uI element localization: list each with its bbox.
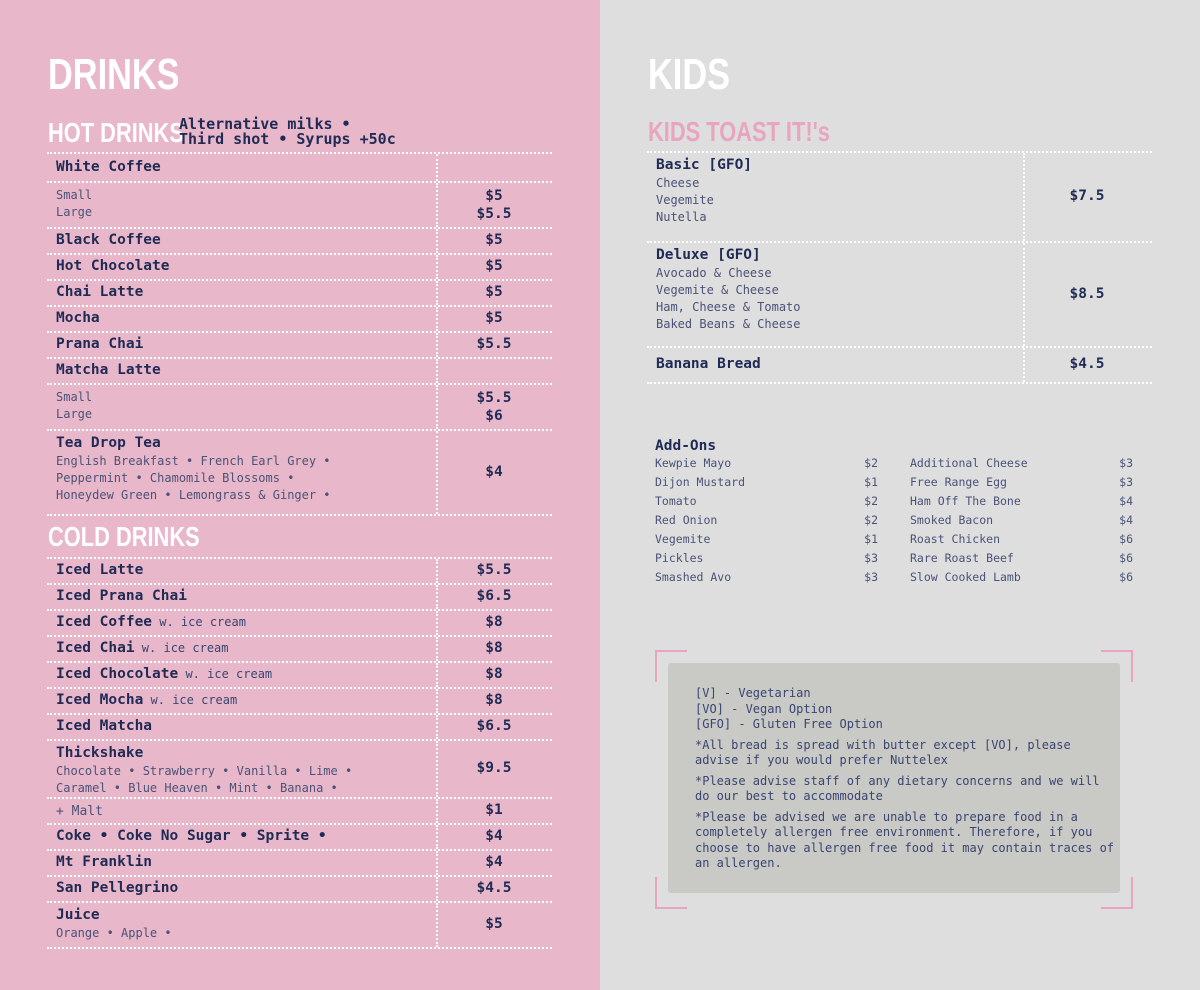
column-divider xyxy=(436,741,438,797)
column-divider xyxy=(1023,153,1025,241)
item-price: $8 xyxy=(485,666,503,682)
cold-drinks-title: COLD DRINKS xyxy=(48,521,200,552)
item-name-text: Matcha Latte xyxy=(56,362,161,378)
column-divider xyxy=(436,825,438,849)
column-divider xyxy=(436,663,438,687)
menu-row xyxy=(47,663,552,689)
item-option: Vegemite & Cheese xyxy=(656,283,779,297)
item-options xyxy=(56,187,92,221)
addon-price: $4 xyxy=(1119,513,1133,527)
item-price: $6.5 xyxy=(476,588,512,604)
item-name-text: Prana Chai xyxy=(56,336,144,352)
column-divider xyxy=(436,877,438,901)
item-price: $4 xyxy=(485,828,503,844)
item-price: $5.5 xyxy=(476,562,512,578)
item-name-text: San Pellegrino xyxy=(56,880,179,896)
item-prices xyxy=(464,389,524,425)
item-price: $8 xyxy=(485,614,503,630)
note-paragraph: *Please advise staff of any dietary concerns and we will do our best to accommodate xyxy=(695,773,1100,803)
item-name-text: Iced Chai xyxy=(56,640,135,656)
item-name-text: Juice xyxy=(56,907,100,923)
item-name xyxy=(56,692,237,708)
item-price: $4 xyxy=(485,463,503,480)
item-name-text: Mocha xyxy=(56,310,100,326)
item-price: $7.5 xyxy=(1069,188,1105,204)
item-option: Small xyxy=(56,188,93,202)
addon-name: Rare Roast Beef xyxy=(910,551,1014,565)
menu-row xyxy=(47,851,552,877)
addon-name: Smoked Bacon xyxy=(910,513,994,527)
column-divider xyxy=(1023,243,1025,346)
addon-price: $1 xyxy=(864,532,878,546)
menu-row xyxy=(47,183,552,229)
addon-item xyxy=(655,549,878,568)
item-prices xyxy=(464,187,524,223)
item-price: $5 xyxy=(485,284,503,300)
cold-drinks-menu xyxy=(47,557,552,949)
addon-item xyxy=(655,492,878,511)
addon-name: Red Onion xyxy=(655,513,718,527)
addon-name: Slow Cooked Lamb xyxy=(910,570,1021,584)
item-options xyxy=(656,175,714,226)
column-divider xyxy=(436,385,438,429)
menu-row xyxy=(47,903,552,949)
column-divider xyxy=(436,281,438,305)
item-option: Small xyxy=(56,390,93,404)
addon-name: Ham Off The Bone xyxy=(910,494,1021,508)
menu-row xyxy=(47,637,552,663)
column-divider xyxy=(436,431,438,514)
menu-row xyxy=(647,243,1152,348)
item-inline-note: w. ice cream xyxy=(143,693,238,707)
item-inline-note: w. ice cream xyxy=(178,667,273,681)
addon-item xyxy=(655,530,878,549)
column-divider xyxy=(436,183,438,227)
item-name-text: Hot Chocolate xyxy=(56,258,170,274)
column-divider xyxy=(436,611,438,635)
menu-row xyxy=(47,229,552,255)
column-divider xyxy=(436,333,438,357)
hot-drinks-note xyxy=(179,117,396,147)
hot-drinks-note-line: Alternative milks • xyxy=(179,115,351,133)
menu-row xyxy=(647,153,1152,243)
item-name-text: Tea Drop Tea xyxy=(56,435,161,451)
menu-row xyxy=(47,877,552,903)
dietary-legend xyxy=(695,686,1115,733)
item-price: $5 xyxy=(485,310,503,326)
item-name-text: Coke • Coke No Sugar • Sprite • xyxy=(56,828,327,844)
addon-item xyxy=(910,473,1133,492)
item-name-text: Iced Mocha xyxy=(56,692,144,708)
addons-right-column xyxy=(910,454,1133,587)
addon-price: $3 xyxy=(864,551,878,565)
column-divider xyxy=(436,559,438,583)
item-option: Large xyxy=(56,205,93,219)
item-price: $5 xyxy=(485,258,503,274)
item-option: Orange • Apple • xyxy=(56,926,172,940)
item-name-text: Chai Latte xyxy=(56,284,144,300)
item-inline-note: w. ice cream xyxy=(152,615,246,629)
item-name xyxy=(56,718,152,734)
addon-name: Kewpie Mayo xyxy=(655,456,732,470)
item-option: Nutella xyxy=(656,210,707,224)
menu-row xyxy=(47,689,552,715)
dietary-notes xyxy=(695,686,1115,872)
item-name-text: Iced Prana Chai xyxy=(56,588,187,604)
addon-price: $6 xyxy=(1119,551,1133,565)
item-price: $5 xyxy=(485,188,503,204)
item-name xyxy=(56,614,246,630)
item-price: $8 xyxy=(485,692,503,708)
item-name-text: Iced Matcha xyxy=(56,718,153,734)
menu-row xyxy=(47,154,552,183)
item-name xyxy=(56,159,161,175)
item-name xyxy=(56,880,178,896)
item-options xyxy=(56,763,352,797)
menu-row xyxy=(47,333,552,359)
item-option: Ham, Cheese & Tomato xyxy=(656,300,801,314)
item-price: $6.5 xyxy=(476,718,512,734)
menu-row xyxy=(47,715,552,741)
item-name xyxy=(56,666,272,682)
menu-row xyxy=(47,359,552,385)
addon-item xyxy=(655,454,878,473)
item-name xyxy=(56,232,161,248)
column-divider xyxy=(436,851,438,875)
item-options xyxy=(56,925,172,942)
addon-price: $1 xyxy=(864,475,878,489)
item-name xyxy=(56,362,161,378)
item-price: $1 xyxy=(485,802,503,818)
menu-row xyxy=(47,385,552,431)
column-divider xyxy=(436,255,438,279)
item-price: $5 xyxy=(485,916,503,932)
item-name-text: Basic [GFO] xyxy=(656,157,753,173)
addon-name: Vegemite xyxy=(655,532,711,546)
item-option: Vegemite xyxy=(656,193,714,207)
item-name-text: Iced Chocolate xyxy=(56,666,179,682)
menu-row xyxy=(47,585,552,611)
addon-name: Free Range Egg xyxy=(910,475,1007,489)
item-name-text: Iced Latte xyxy=(56,562,144,578)
item-name xyxy=(56,588,187,604)
addon-price: $6 xyxy=(1119,570,1133,584)
item-name-text: Mt Franklin xyxy=(56,854,153,870)
legend-line: [VO] - Vegan Option xyxy=(695,701,833,716)
menu-row xyxy=(47,307,552,333)
item-addon-label: + Malt xyxy=(56,804,103,819)
item-inline-note: w. ice cream xyxy=(134,641,229,655)
addon-item xyxy=(910,511,1133,530)
column-divider xyxy=(436,154,438,181)
item-name xyxy=(56,336,143,352)
menu-row xyxy=(47,741,552,799)
column-divider xyxy=(436,307,438,331)
column-divider xyxy=(436,903,438,947)
addon-name: Pickles xyxy=(655,551,704,565)
column-divider xyxy=(436,585,438,609)
item-price: $8 xyxy=(485,640,503,656)
note-paragraph: *All bread is spread with butter except [VO], please advise if you would prefer Nuttelex xyxy=(695,737,1071,767)
item-options xyxy=(56,389,92,423)
hot-drinks-title: HOT DRINKS xyxy=(48,117,184,148)
item-name xyxy=(56,562,143,578)
addons-left-column xyxy=(655,454,878,587)
item-price: $8.5 xyxy=(1069,285,1105,302)
addon-item xyxy=(910,549,1133,568)
item-price: $5.5 xyxy=(476,206,512,222)
note-paragraph: *Please be advised we are unable to prepare food in a completely allergen free environment. Therefore, if you choose to have allergen free food it may contain traces of an allergen. xyxy=(695,809,1115,870)
addon-item xyxy=(910,568,1133,587)
item-name xyxy=(56,258,170,274)
column-divider xyxy=(1023,348,1025,382)
item-options xyxy=(656,265,801,333)
addon-name: Dijon Mustard xyxy=(655,475,746,489)
item-name-text: Black Coffee xyxy=(56,232,161,248)
item-name xyxy=(56,828,327,844)
item-name xyxy=(56,745,143,761)
addon-item xyxy=(910,454,1133,473)
legend-line: [GFO] - Gluten Free Option xyxy=(695,717,883,731)
item-option: Peppermint • Chamomile Blossoms • xyxy=(56,471,295,485)
item-price: $4.5 xyxy=(1069,356,1105,372)
item-option: Baked Beans & Cheese xyxy=(656,317,801,331)
hot-drinks-menu xyxy=(47,152,552,516)
item-name-text: White Coffee xyxy=(56,158,161,175)
item-options xyxy=(56,453,331,504)
column-divider xyxy=(436,715,438,739)
column-divider xyxy=(436,689,438,713)
addon-item xyxy=(655,473,878,492)
menu-row xyxy=(47,611,552,637)
addon-price: $2 xyxy=(864,513,878,527)
item-name xyxy=(56,854,152,870)
menu-row xyxy=(47,825,552,851)
item-price: $4.5 xyxy=(476,880,512,896)
addon-price: $6 xyxy=(1119,532,1133,546)
item-name xyxy=(656,356,761,372)
item-name xyxy=(656,247,761,263)
addon-name: Tomato xyxy=(655,494,697,508)
addon-name: Roast Chicken xyxy=(910,532,1001,546)
addon-price: $3 xyxy=(864,570,878,584)
addon-item xyxy=(655,568,878,587)
item-option: Cheese xyxy=(656,176,700,190)
item-name-text: Iced Coffee xyxy=(56,614,153,630)
item-price: $5 xyxy=(485,232,503,248)
item-name xyxy=(656,157,752,173)
menu-row xyxy=(47,799,552,825)
item-option: Caramel • Blue Heaven • Mint • Banana • xyxy=(56,781,338,795)
item-name xyxy=(56,640,229,656)
addon-price: $2 xyxy=(864,494,878,508)
addon-price: $2 xyxy=(864,456,878,470)
item-price: $5.5 xyxy=(476,390,512,406)
kids-title: KIDS xyxy=(648,50,730,99)
column-divider xyxy=(436,637,438,661)
legend-line: [V] - Vegetarian xyxy=(695,686,811,700)
addon-price: $4 xyxy=(1119,494,1133,508)
addon-price: $3 xyxy=(1119,456,1133,470)
item-option: Chocolate • Strawberry • Vanilla • Lime • xyxy=(56,764,353,778)
drinks-title: DRINKS xyxy=(48,50,180,99)
addon-item xyxy=(910,492,1133,511)
kids-toast-menu xyxy=(647,151,1152,384)
item-price: $9.5 xyxy=(476,760,512,776)
item-option: Honeydew Green • Lemongrass & Ginger • xyxy=(56,488,331,502)
kids-toast-title: KIDS TOAST IT!'s xyxy=(648,116,830,147)
item-name xyxy=(56,284,143,300)
item-price: $5.5 xyxy=(476,336,512,352)
addon-item xyxy=(655,511,878,530)
item-name-text: Thickshake xyxy=(56,745,144,761)
addon-name: Additional Cheese xyxy=(910,456,1028,470)
item-option: Avocado & Cheese xyxy=(656,266,772,280)
menu-row xyxy=(47,559,552,585)
addon-price: $3 xyxy=(1119,475,1133,489)
addon-item xyxy=(910,530,1133,549)
item-name-text: Deluxe [GFO] xyxy=(656,247,761,263)
addons-title: Add-Ons xyxy=(655,438,717,454)
hot-drinks-note-line: Third shot • Syrups +50c xyxy=(179,130,396,148)
menu-row xyxy=(47,431,552,516)
item-name xyxy=(56,435,161,451)
item-price: $4 xyxy=(485,854,503,870)
item-name-text: Banana Bread xyxy=(656,356,761,372)
item-name xyxy=(56,310,100,326)
column-divider xyxy=(436,229,438,253)
column-divider xyxy=(436,359,438,383)
item-option: Large xyxy=(56,407,93,421)
column-divider xyxy=(436,799,438,823)
item-option: English Breakfast • French Earl Grey • xyxy=(56,454,331,468)
menu-row xyxy=(47,255,552,281)
menu-row xyxy=(47,281,552,307)
menu-row xyxy=(647,348,1152,384)
addon-name: Smashed Avo xyxy=(655,570,732,584)
item-price: $6 xyxy=(485,408,503,424)
item-name xyxy=(56,907,100,923)
